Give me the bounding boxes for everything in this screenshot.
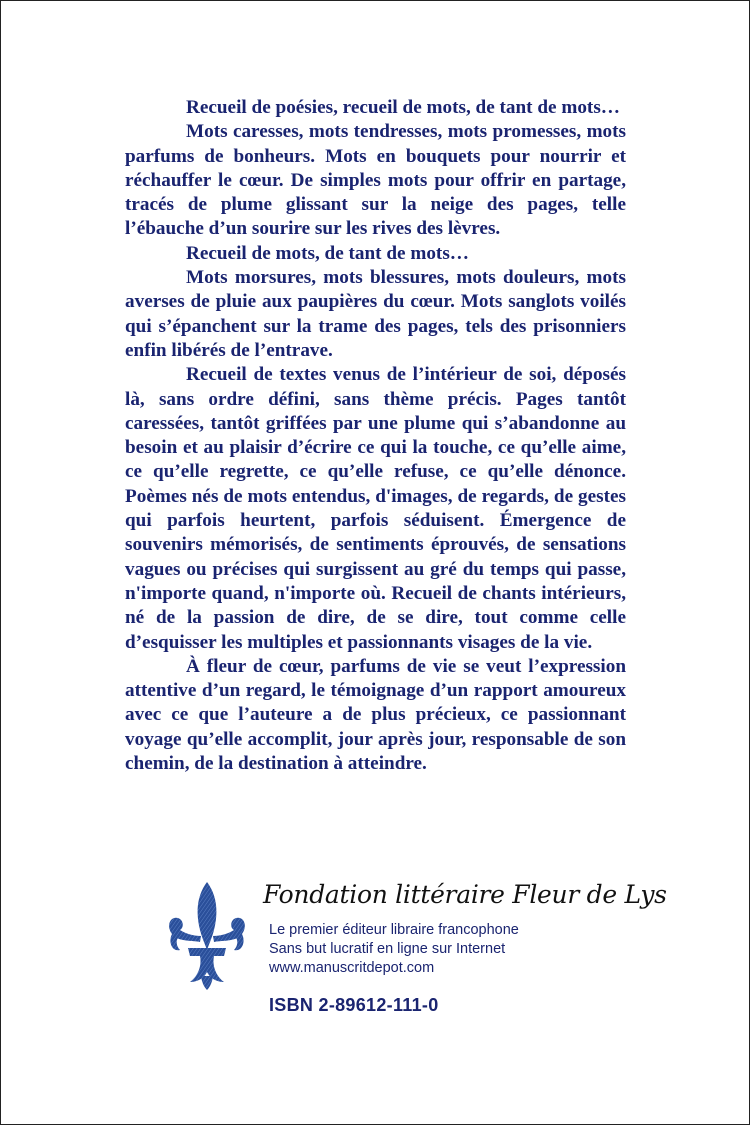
publisher-tagline: Le premier éditeur libraire francophone xyxy=(269,922,519,938)
publisher-description: Sans but lucratif en ligne sur Internet xyxy=(269,941,506,957)
publisher-name: Fondation littéraire Fleur de Lys xyxy=(263,880,667,909)
paragraph: Mots morsures, mots blessures, mots douleurs, mots averses de pluie aux paupières du cœur. Mots sanglots voilés qui s’épanchent sur la trame des pages, tels des prisonniers enfin libérés de l’entrave. xyxy=(125,267,626,361)
paragraph: Mots caresses, mots tendresses, mots promesses, mots parfums de bonheurs. Mots en bouquets pour nourrir et réchauffer le cœur. De simples mots pour offrir en partage, tracés de plume glissant sur la neige des pages, telle l’ébauche d’un sourire sur les rives des lèvres. xyxy=(125,121,626,240)
isbn-number: ISBN 2-89612-111-0 xyxy=(269,995,439,1015)
paragraph: Recueil de textes venus de l’intérieur de soi, déposés là, sans ordre défini, sans thème précis. Pages tantôt caressées, tantôt griffées par une plume qui s’abandonne au besoin et au plaisir d’écrire ce qui la touche, ce qu’elle aime, ce qu’elle regrette, ce qu’elle refuse, ce qu’elle dénonce. Poèmes nés de mots entendus, d'images, de regards, de gestes qui parfois heurtent, parfois séduisent. Émergence de souvenirs mémorisés, de sentiments éprouvés, de sensations vagues ou précises qui surgissent au gré du temps qui passe, n'importe quand, n'importe où. Recueil de chants intérieurs, né de la passion de dire, de se dire, tout comme celle d’esquisser les multiples et passionnants visages de la vie. xyxy=(125,364,626,653)
publisher-website: www.manuscritdepot.com xyxy=(269,960,435,976)
paragraph: Recueil de poésies, recueil de mots, de tant de mots… xyxy=(186,97,620,118)
paragraph: À fleur de cœur, parfums de vie se veut l’expression attentive d’un regard, le témoignage d’un rapport amoureux avec ce que l’auteure a de plus précieux, ce passionnant voyage qu’elle accomplit, jour après jour, responsable de son chemin, de la destination à atteindre. xyxy=(125,655,626,775)
fleur-de-lys-icon xyxy=(164,880,250,992)
paragraph: Recueil de mots, de tant de mots… xyxy=(186,242,469,264)
